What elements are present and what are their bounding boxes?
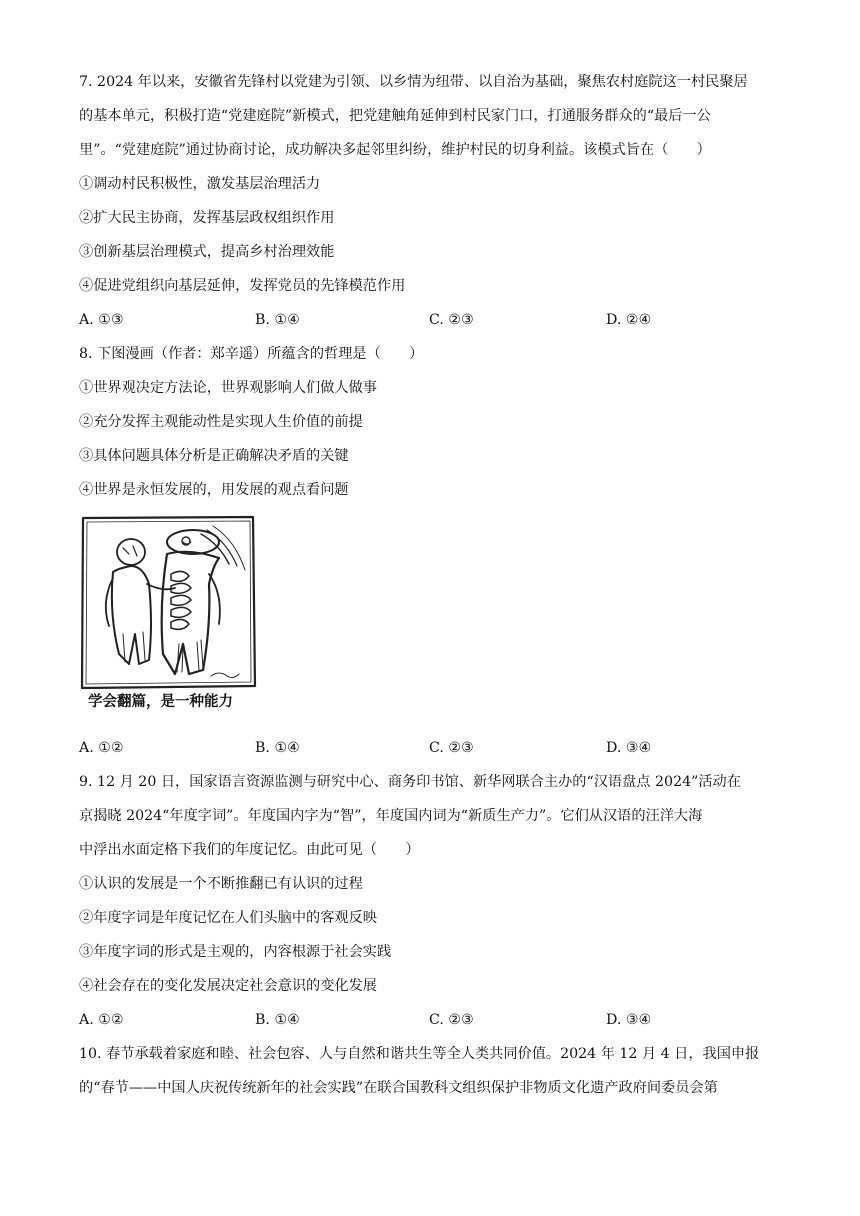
q7-stem-line-3: 里”。“党建庭院”通过协商讨论，成功解决多起邻里纠纷，维护村民的切身利益。该模式旨在（ ） (79, 142, 711, 158)
q8-option-c[interactable]: C. ②③ (429, 740, 474, 756)
cartoon-drawing (79, 514, 257, 690)
q7-item-2: ②扩大民主协商，发挥基层政权组织作用 (79, 210, 335, 226)
q8-item-2: ②充分发挥主观能动性是实现人生价值的前提 (79, 414, 363, 430)
q7-options (79, 310, 779, 330)
q8-item-4: ④世界是永恒发展的，用发展的观点看问题 (79, 482, 349, 498)
q7-item-3: ③创新基层治理模式，提高乡村治理效能 (79, 244, 335, 260)
q7-option-c[interactable]: C. ②③ (429, 312, 474, 328)
q8-option-a[interactable]: A. ①② (79, 740, 124, 756)
cartoon-caption: 学会翻篇，是一种能力 (88, 694, 233, 710)
q7-option-d[interactable]: D. ②④ (606, 312, 652, 328)
q8-option-d[interactable]: D. ③④ (606, 740, 652, 756)
q8-stem-line-1: 8. 下图漫画（作者：郑辛遥）所蕴含的哲理是（ ） (79, 346, 424, 362)
q9-option-c[interactable]: C. ②③ (429, 1012, 474, 1028)
q8-option-b[interactable]: B. ①④ (255, 740, 300, 756)
q7-item-4: ④促进党组织向基层延伸，发挥党员的先锋模范作用 (79, 278, 406, 294)
q9-item-2: ②年度字词是年度记忆在人们头脑中的客观反映 (79, 910, 377, 926)
q9-options (79, 1010, 779, 1030)
q8-options (79, 738, 779, 758)
q7-option-a[interactable]: A. ①③ (79, 312, 124, 328)
cartoon-image (79, 514, 257, 690)
q7-option-b[interactable]: B. ①④ (255, 312, 300, 328)
q8-item-1: ①世界观决定方法论，世界观影响人们做人做事 (79, 380, 377, 396)
q9-item-4: ④社会存在的变化发展决定社会意识的变化发展 (79, 978, 377, 994)
q9-stem-line-2: 京揭晓 2024“年度字词”。年度国内字为“智”，年度国内词为“新质生产力”。它们从汉语的汪洋大海 (79, 808, 703, 824)
q10-stem-line-2: 的“春节——中国人庆祝传统新年的社会实践”在联合国教科文组织保护非物质文化遗产政府间委员会第 (79, 1080, 718, 1096)
q9-option-b[interactable]: B. ①④ (255, 1012, 300, 1028)
q7-stem-line-1: 7. 2024 年以来，安徽省先锋村以党建为引领、以乡情为纽带、以自治为基础，聚焦农村庭院这一村民聚居 (79, 74, 748, 90)
q9-stem-line-3: 中浮出水面定格下我们的年度记忆。由此可见（ ） (79, 842, 420, 858)
q9-item-1: ①认识的发展是一个不断推翻已有认识的过程 (79, 876, 363, 892)
q7-stem-line-2: 的基本单元，积极打造“党建庭院”新模式，把党建触角延伸到村民家门口，打通服务群众的“最后一公 (79, 108, 711, 124)
q9-option-a[interactable]: A. ①② (79, 1012, 124, 1028)
q8-item-3: ③具体问题具体分析是正确解决矛盾的关键 (79, 448, 349, 464)
q9-item-3: ③年度字词的形式是主观的，内容根源于社会实践 (79, 944, 392, 960)
q9-stem-line-1: 9. 12 月 20 日，国家语言资源监测与研究中心、商务印书馆、新华网联合主办的“汉语盘点 2024”活动在 (79, 774, 741, 790)
q10-stem-line-1: 10. 春节承载着家庭和睦、社会包容、人与自然和谐共生等全人类共同价值。2024 年 12 月 4 日，我国申报 (79, 1046, 760, 1062)
q7-item-1: ①调动村民积极性，激发基层治理活力 (79, 176, 321, 192)
q9-option-d[interactable]: D. ③④ (606, 1012, 652, 1028)
